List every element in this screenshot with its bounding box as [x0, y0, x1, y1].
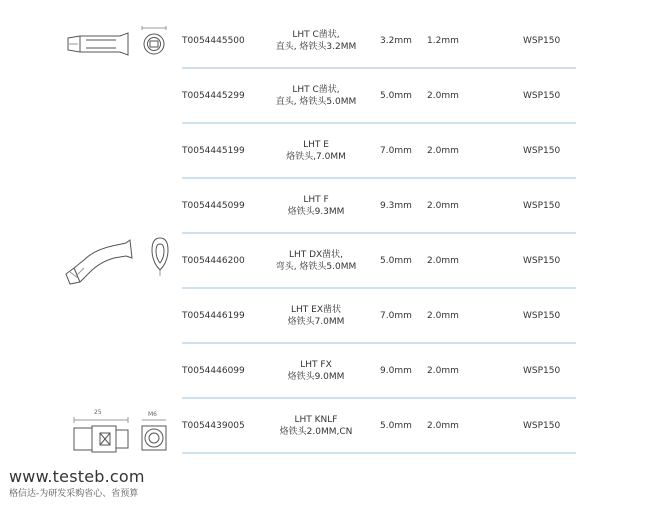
tip-width: 7.0mm [380, 145, 412, 156]
tip-description [264, 139, 368, 163]
tip-description [264, 84, 368, 108]
tip-thickness: 1.2mm [427, 35, 459, 46]
tip-description-line1: LHT KNLF [294, 414, 338, 425]
station-model: WSP150 [523, 90, 561, 101]
tip-thickness: 2.0mm [427, 420, 459, 431]
tip-thickness: 2.0mm [427, 365, 459, 376]
tip-description [264, 304, 368, 328]
order-code: T0054446199 [182, 310, 245, 321]
tip-width: 5.0mm [380, 255, 412, 266]
tip-width: 9.3mm [380, 200, 412, 211]
knlf-tip-drawing [72, 408, 172, 458]
tip-thickness: 2.0mm [427, 310, 459, 321]
order-code: T0054445099 [182, 200, 245, 211]
watermark-tagline: 格信达-为研发采购省心、省预算 [9, 489, 139, 499]
tip-description [264, 194, 368, 218]
tip-description-line2: 烙铁头7.0MM [287, 316, 345, 327]
table-row [182, 69, 576, 124]
tip-description-line1: LHT C凿状, [292, 84, 340, 95]
order-code: T0054439005 [182, 420, 245, 431]
station-model: WSP150 [523, 365, 561, 376]
order-code: T0054446099 [182, 365, 245, 376]
order-code: T0054445299 [182, 90, 245, 101]
station-model: WSP150 [523, 35, 561, 46]
tip-description-line1: LHT FX [300, 359, 332, 370]
table-row [182, 344, 576, 399]
tip-description-line2: 烙铁头,7.0MM [286, 151, 346, 162]
station-model: WSP150 [523, 420, 561, 431]
table-row [182, 179, 576, 234]
soldering-tip-table [182, 14, 576, 454]
tip-description-line1: LHT F [303, 194, 329, 205]
tip-thickness: 2.0mm [427, 145, 459, 156]
table-row [182, 289, 576, 344]
tip-thickness: 2.0mm [427, 255, 459, 266]
tip-description [264, 359, 368, 383]
tip-width: 9.0mm [380, 365, 412, 376]
tip-description-line2: 弯头, 烙铁头5.0MM [275, 261, 357, 272]
tip-description-line1: LHT DX凿状, [288, 249, 344, 260]
tip-description-line2: 直头, 烙铁头5.0MM [275, 96, 357, 107]
watermark-url: www.testeb.com [9, 467, 145, 486]
tip-description [264, 29, 368, 53]
station-model: WSP150 [523, 310, 561, 321]
site-watermark [9, 468, 149, 501]
tip-thickness: 2.0mm [427, 200, 459, 211]
tip-description-line2: 直头, 烙铁头3.2MM [275, 41, 357, 52]
tip-description [264, 249, 368, 273]
table-row [182, 234, 576, 289]
table-row [182, 124, 576, 179]
tip-thickness: 2.0mm [427, 90, 459, 101]
station-model: WSP150 [523, 145, 561, 156]
order-code: T0054445500 [182, 35, 245, 46]
station-model: WSP150 [523, 255, 561, 266]
tip-width: 5.0mm [380, 420, 412, 431]
table-row [182, 14, 576, 69]
table-row [182, 399, 576, 454]
tip-description-line2: 烙铁头9.3MM [287, 206, 345, 217]
tip-description-line1: LHT EX凿状 [291, 304, 341, 315]
tip-description-line1: LHT C凿状, [292, 29, 340, 40]
tip-width: 5.0mm [380, 90, 412, 101]
tip-description-line1: LHT E [303, 139, 329, 150]
knlf-hex-label: M6 [148, 411, 157, 418]
order-code: T0054445199 [182, 145, 245, 156]
tip-description [264, 414, 368, 438]
station-model: WSP150 [523, 200, 561, 211]
order-code: T0054446200 [182, 255, 245, 266]
tip-description-line2: 烙铁头9.0MM [287, 371, 345, 382]
bent-tip-drawing [60, 232, 172, 292]
knlf-length-label: 25 [94, 409, 102, 416]
tip-width: 3.2mm [380, 35, 412, 46]
tip-description-line2: 烙铁头2.0MM,CN [279, 426, 353, 437]
straight-tip-drawing [60, 22, 172, 66]
tip-width: 7.0mm [380, 310, 412, 321]
